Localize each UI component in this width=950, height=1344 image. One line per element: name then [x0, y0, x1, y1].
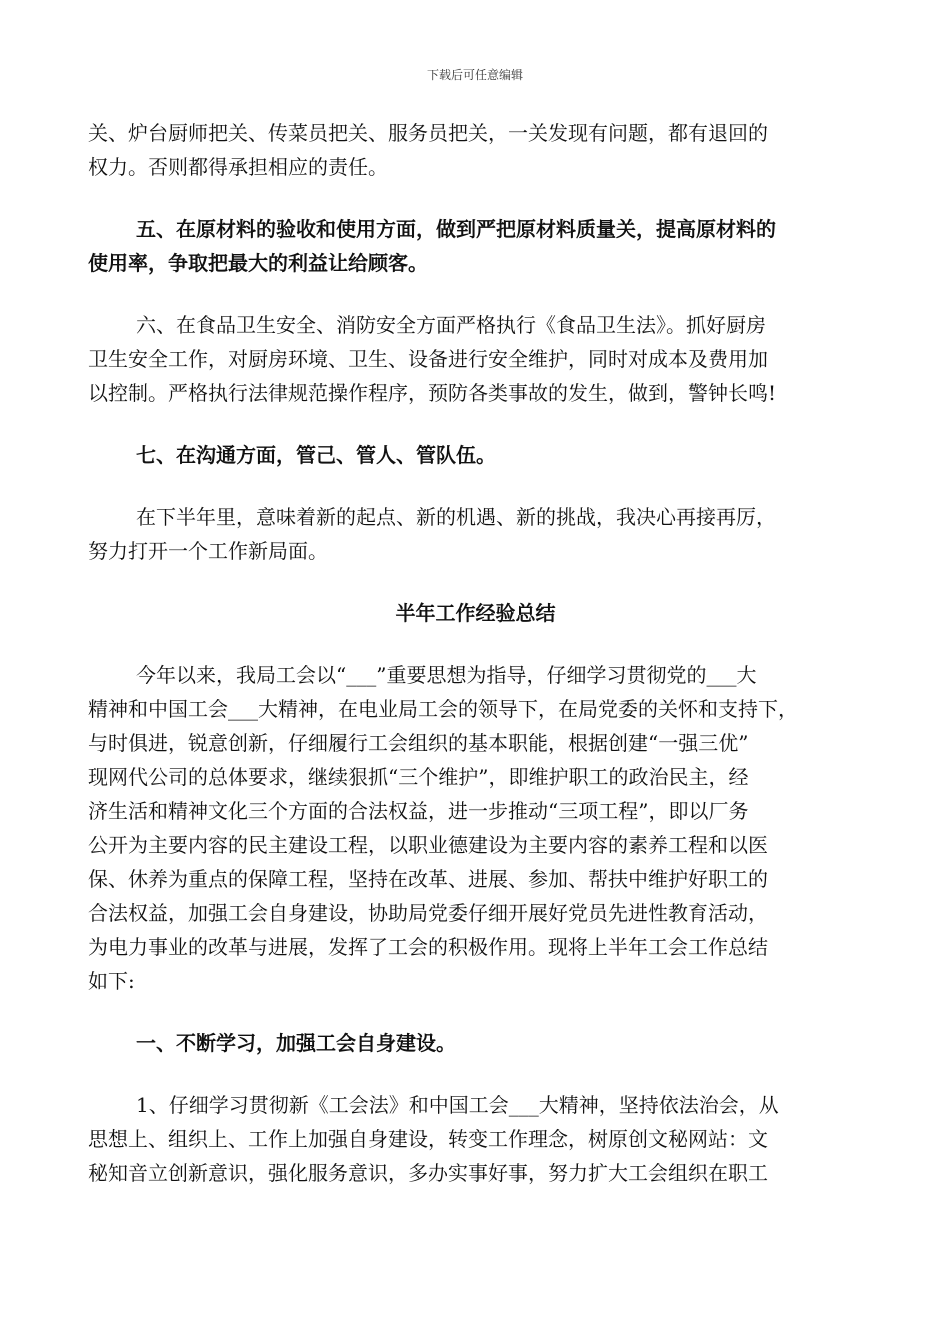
- text-line: 今年以来，我局工会以“___”重要思想为指导，仔细学习贯彻党的___大: [136, 663, 757, 687]
- text-line: 1、仔细学习贯彻新《工会法》和中国工会___大精神，坚持依法治会，从: [136, 1093, 779, 1117]
- text-line: 为电力事业的改革与进展，发挥了工会的积极作用。现将上半年工会工作总结: [88, 935, 768, 959]
- text-line: 以控制。严格执行法律规范操作程序，预防各类事故的发生，做到，警钟长鸣!: [88, 381, 777, 405]
- text-line: 秘知音立创新意识，强化服务意识，多办实事好事，努力扩大工会组织在职工: [88, 1161, 768, 1185]
- text-line: 现网代公司的总体要求，继续狠抓“三个维护”，即维护职工的政治民主，经: [88, 765, 749, 789]
- text-line: 济生活和精神文化三个方面的合法权益，进一步推动“三项工程”，即以厂务: [88, 799, 749, 823]
- text-line: 思想上、组织上、工作上加强自身建设，转变工作理念，树原创文秘网站：文: [88, 1127, 768, 1151]
- section-heading: 七、在沟通方面，管己、管人、管队伍。: [136, 443, 496, 467]
- document-title: 半年工作经验总结: [395, 601, 556, 625]
- text-line: 关、炉台厨师把关、传菜员把关、服务员把关，一关发现有问题，都有退回的: [88, 121, 768, 145]
- text-line: 保、休养为重点的保障工程，坚持在改革、进展、参加、帮扶中维护好职工的: [88, 867, 768, 891]
- text-line: 精神和中国工会___大精神，在电业局工会的领导下，在局党委的关怀和支持下，: [88, 697, 798, 721]
- section-heading: 一、不断学习，加强工会自身建设。: [136, 1031, 456, 1055]
- text-line: 在下半年里，意味着新的起点、新的机遇、新的挑战，我决心再接再厉，: [136, 505, 776, 529]
- text-line: 六、在食品卫生安全、消防安全方面严格执行《食品卫生法》。抓好厨房: [136, 313, 766, 337]
- text-line: 合法权益，加强工会自身建设，协助局党委仔细开展好党员先进性教育活动，: [88, 901, 768, 925]
- section-heading: 使用率，争取把最大的利益让给顾客。: [88, 251, 428, 275]
- text-line: 努力打开一个工作新局面。: [88, 539, 328, 563]
- section-heading: 五、在原材料的验收和使用方面，做到严把原材料质量关，提高原材料的: [136, 217, 776, 241]
- text-line: 与时俱进，锐意创新，仔细履行工会组织的基本职能，根据创建“一强三优”: [88, 731, 749, 755]
- text-line: 卫生安全工作，对厨房环境、卫生、设备进行安全维护，同时对成本及费用加: [88, 347, 768, 371]
- document-body: [88, 116, 863, 1190]
- text-line: 权力。否则都得承担相应的责任。: [88, 155, 388, 179]
- text-line: 如下:: [88, 969, 135, 993]
- text-line: 公开为主要内容的民主建设工程，以职业德建设为主要内容的素养工程和以医: [88, 833, 768, 857]
- page-header: 下载后可任意编辑: [426, 68, 523, 82]
